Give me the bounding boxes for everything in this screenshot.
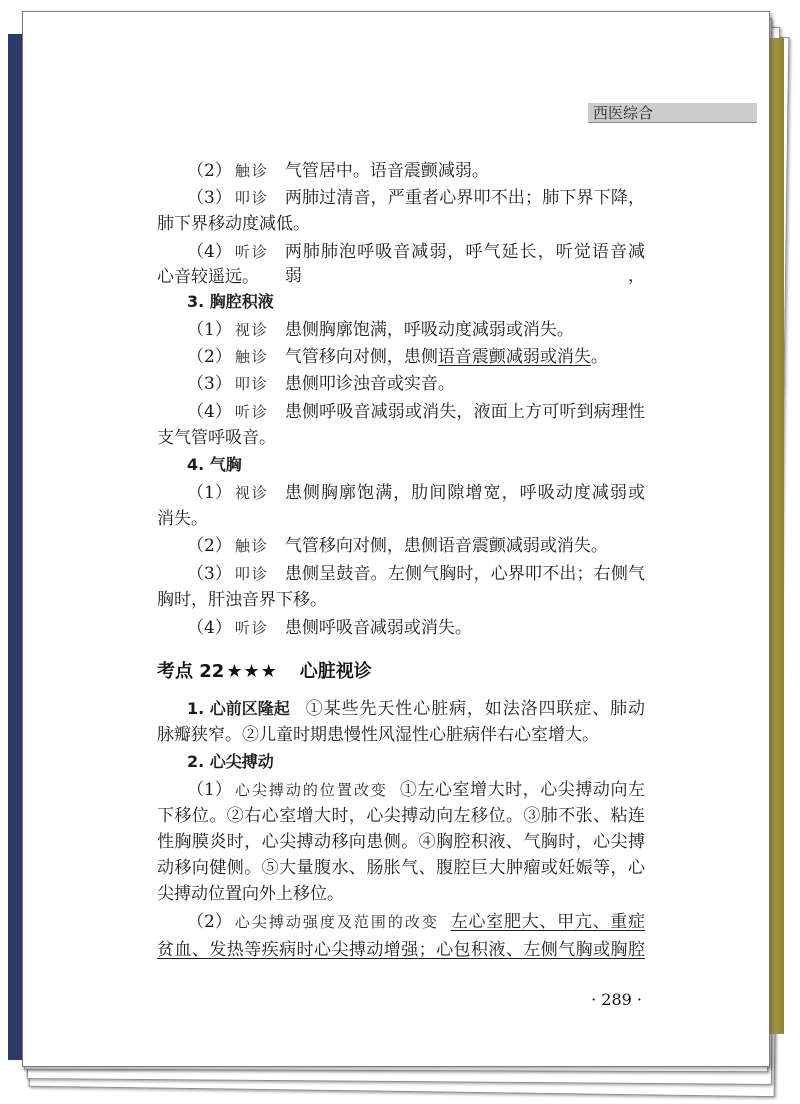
text-line [187,159,645,183]
exam-method-label: 叩诊 [234,565,269,583]
exam-method-label: 触诊 [234,162,269,180]
item-text: 两肺肺泡呼吸音减弱，呼气延长，听觉语音减弱， [284,242,645,286]
text-line [157,507,645,531]
text-line [187,400,645,424]
item-text: 支气管呼吸音。 [157,428,276,448]
item-number: （1） [187,483,232,503]
item-text-plain: 。 [590,347,608,367]
item-text: 消失。 [157,509,208,529]
text-line [187,186,645,210]
item-number: （1） [187,320,232,340]
item-number: （2） [187,347,232,367]
item-text: 两肺过清音，严重者心界叩不出；肺下界下降， [284,188,645,208]
item-text: 下移位。②右心室增大时，心尖搏动向左移位。③肺不张、粘连 [157,806,645,826]
item-number: （4） [187,242,232,262]
item-text: 肺下界移动度减低。 [157,214,310,234]
exam-method-label: 听诊 [234,243,269,261]
item-number: （3） [187,374,232,394]
exam-point-heading [157,659,372,685]
text-line [187,534,645,558]
item-text [285,345,645,369]
text-line [187,372,645,396]
item-number: （4） [187,618,232,638]
exam-method-label: 触诊 [234,537,269,555]
running-header-tab: 西医综合 [588,103,757,123]
text-line [187,481,645,505]
text-line [187,697,645,721]
page-number: · 289 · [591,990,642,1009]
item-text: 脉瓣狭窄。②儿童时期患慢性风湿性心脏病伴右心室增大。 [157,725,599,745]
exam-method-label: 听诊 [234,619,269,637]
subsection-heading [187,750,645,774]
underlined-key-point: 贫血、发热等疾病时心尖搏动增强；心包积液、左侧气胸或胸腔 [157,940,645,960]
item-text: 气管移向对侧，患侧语音震颤减弱或消失。 [284,536,608,556]
importance-stars: ★★★ [226,661,278,682]
item-text-plain: 气管移向对侧，患侧 [284,347,438,367]
text-line [157,426,645,450]
item-number: （2） [187,912,232,932]
item-text: 动移向健侧。⑤大量腹水、肠胀气、腹腔巨大肿瘤或妊娠等，心 [157,858,645,878]
item-number: （2） [187,161,232,181]
text-line [187,562,645,586]
item-text: 胸时，肝浊音界下移。 [157,590,327,610]
exam-point-title: 心脏视诊 [299,661,372,682]
text-line [157,265,645,289]
item-number: （2） [187,536,232,556]
item-number: （3） [187,188,232,208]
item-text: 患侧呼吸音减弱或消失，液面上方可听到病理性 [284,402,645,422]
exam-method-label: 听诊 [234,403,269,421]
text-line [157,830,645,854]
item-text: 性胸膜炎时，心尖搏动移向患侧。④胸腔积液、气胸时，心尖搏 [157,832,645,852]
text-line [157,856,645,880]
item-number: （3） [187,564,232,584]
exam-point-label: 考点 22 [157,661,225,682]
exam-method-label: 视诊 [234,321,269,339]
exam-method-label: 触诊 [234,348,269,366]
heading-text: 2. 心尖搏动 [187,752,274,771]
text-line [187,910,645,934]
exam-method-label: 叩诊 [234,189,269,207]
underlined-key-point: 左心室肥大、甲亢、重症 [450,912,645,932]
exam-method-label: 叩诊 [234,375,269,393]
text-line [187,616,645,640]
text-line [157,723,645,747]
text-line [157,882,645,906]
text-line [157,938,645,962]
underlined-key-point: 语音震颤减弱或消失 [437,347,591,367]
item-number: （1） [187,780,232,800]
item-text: 患侧胸廓饱满，呼吸动度减弱或消失。 [284,320,574,340]
item-text: 患侧呼吸音减弱或消失。 [284,618,472,638]
heading-text: 3. 胸腔积液 [187,292,274,311]
item-text: 尖搏动位置向外上移位。 [157,884,344,904]
heading-text: 1. 心前区隆起 [187,699,290,718]
item-text: ①左心室增大时，心尖搏动向左 [399,780,645,800]
item-text: 患侧呈鼓音。左侧气胸时，心界叩不出；右侧气 [284,564,645,584]
subsection-heading [187,290,645,314]
item-text: 患侧叩诊浊音或实音。 [284,374,455,394]
text-line [157,804,645,828]
item-text: 患侧胸廓饱满，肋间隙增宽，呼吸动度减弱或 [284,483,645,503]
item-text: ①某些先天性心脏病，如法洛四联症、肺动 [305,699,645,719]
text-line [157,588,645,612]
text-line [187,345,645,369]
text-line [157,212,645,236]
item-label: 心尖搏动的位置改变 [234,781,388,799]
item-number: （4） [187,402,232,422]
text-line [187,778,645,802]
item-label: 心尖搏动强度及范围的改变 [234,913,439,931]
heading-text: 4. 气胸 [187,455,242,474]
subsection-heading [187,453,645,477]
item-text: 气管居中。语音震颤减弱。 [284,161,489,181]
exam-method-label: 视诊 [234,484,269,502]
text-line [187,318,645,342]
item-text: 心音较遥远。 [157,267,259,287]
